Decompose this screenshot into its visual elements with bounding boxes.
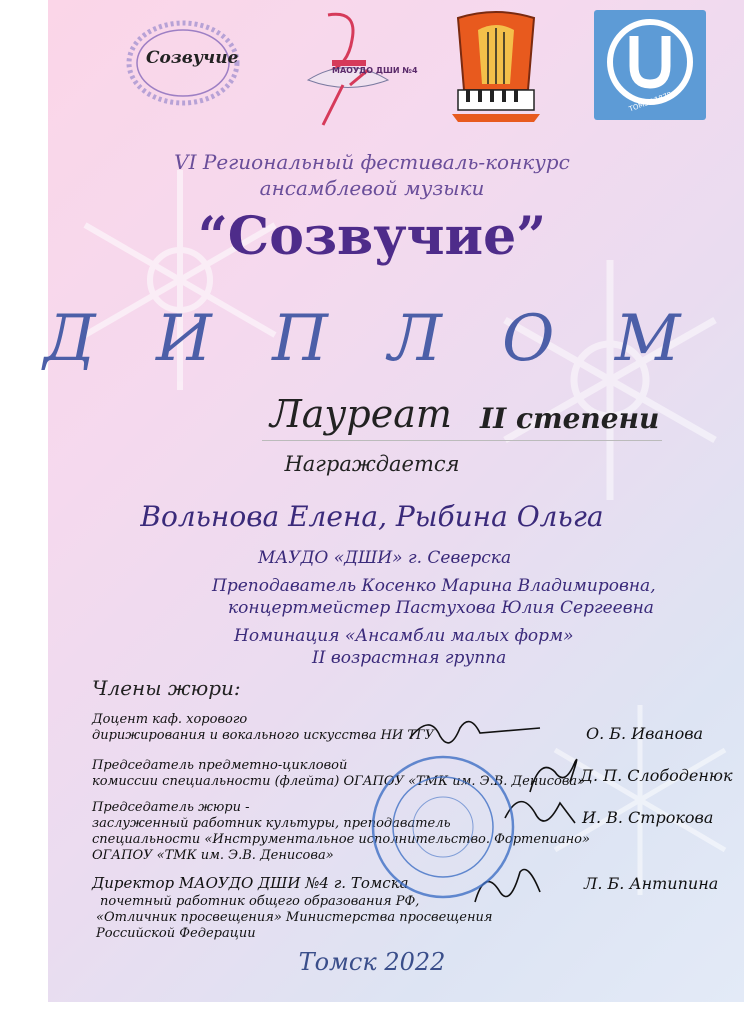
sozvuchie-logo: [124, 18, 242, 108]
director-title-3: «Отличник просвещения» Министерства просвещения: [96, 910, 493, 925]
jury-member-3-title-3: специальности «Инструментальное исполнительство. Фортепиано»: [92, 832, 590, 847]
laureate-degree: II степени: [480, 402, 660, 435]
festival-line-1: VI Региональный фестиваль-конкурс: [174, 150, 570, 174]
awarded-label: Награждается: [284, 452, 460, 476]
jury-member-3-title: Председатель жюри -: [92, 800, 250, 815]
nomination-line: Номинация «Ансамбли малых форм»: [234, 626, 574, 646]
jury-member-3-title-2: заслуженный работник культуры, преподаватель: [92, 816, 451, 831]
school-name: МАУДО «ДШИ» г. Северска: [258, 548, 512, 568]
jury-heading: Члены жюри:: [92, 676, 241, 700]
city-year: Томск 2022: [298, 948, 446, 976]
tsu-logo-text: ТОМSK 1878: [627, 90, 673, 114]
festival-title: “Созвучие”: [197, 206, 547, 267]
jury-member-3-name: И. В. Строкова: [582, 808, 714, 827]
recipients-names: Вольнова Елена, Рыбина Ольга: [140, 500, 604, 533]
director-title-2: почетный работник общего образования РФ,: [100, 894, 420, 909]
laureate-title: Лауреат: [270, 392, 452, 436]
diploma-heading: Д И П Л О М: [43, 302, 701, 376]
sozvuchie-logo-text: Созвучие: [146, 48, 239, 68]
jury-member-1-name: О. Б. Иванова: [586, 724, 704, 743]
teacher-line: Преподаватель Косенко Марина Владимировна,: [212, 576, 656, 596]
official-stamp: [368, 752, 518, 902]
festival-line-2: ансамблевой музыки: [259, 176, 485, 200]
director-title-4: Российской Федерации: [96, 926, 256, 941]
jury-member-2-title: Председатель предметно-цикловой: [92, 758, 348, 773]
tsu-logo: [594, 10, 706, 120]
director-title: Директор МАОУДО ДШИ №4 г. Томска: [92, 874, 409, 892]
signature-ivanova: [400, 708, 550, 758]
jury-member-1-title-2: дирижирования и вокального искусства НИ ТГУ: [92, 728, 435, 743]
age-group-line: II возрастная группа: [312, 648, 507, 668]
school-no4-logo: [288, 10, 418, 128]
lyre-logo: [448, 10, 544, 124]
jury-member-3-title-4: ОГАПОУ «ТМК им. Э.В. Денисова»: [92, 848, 334, 863]
accompanist-line: концертмейстер Пастухова Юлия Сергеевна: [228, 598, 654, 618]
jury-member-2-name: Д. П. Слободенюк: [580, 766, 733, 785]
laureate-underline: [262, 440, 662, 441]
school-logo-text: МАОУДО ДШИ №4: [332, 66, 418, 75]
director-name: Л. Б. Антипина: [584, 874, 719, 893]
jury-member-2-title-2: комиссии специальности (флейта) ОГАПОУ «ТМК им. Э.В. Денисова»: [92, 774, 586, 789]
jury-member-1-title: Доцент каф. хорового: [92, 712, 248, 727]
